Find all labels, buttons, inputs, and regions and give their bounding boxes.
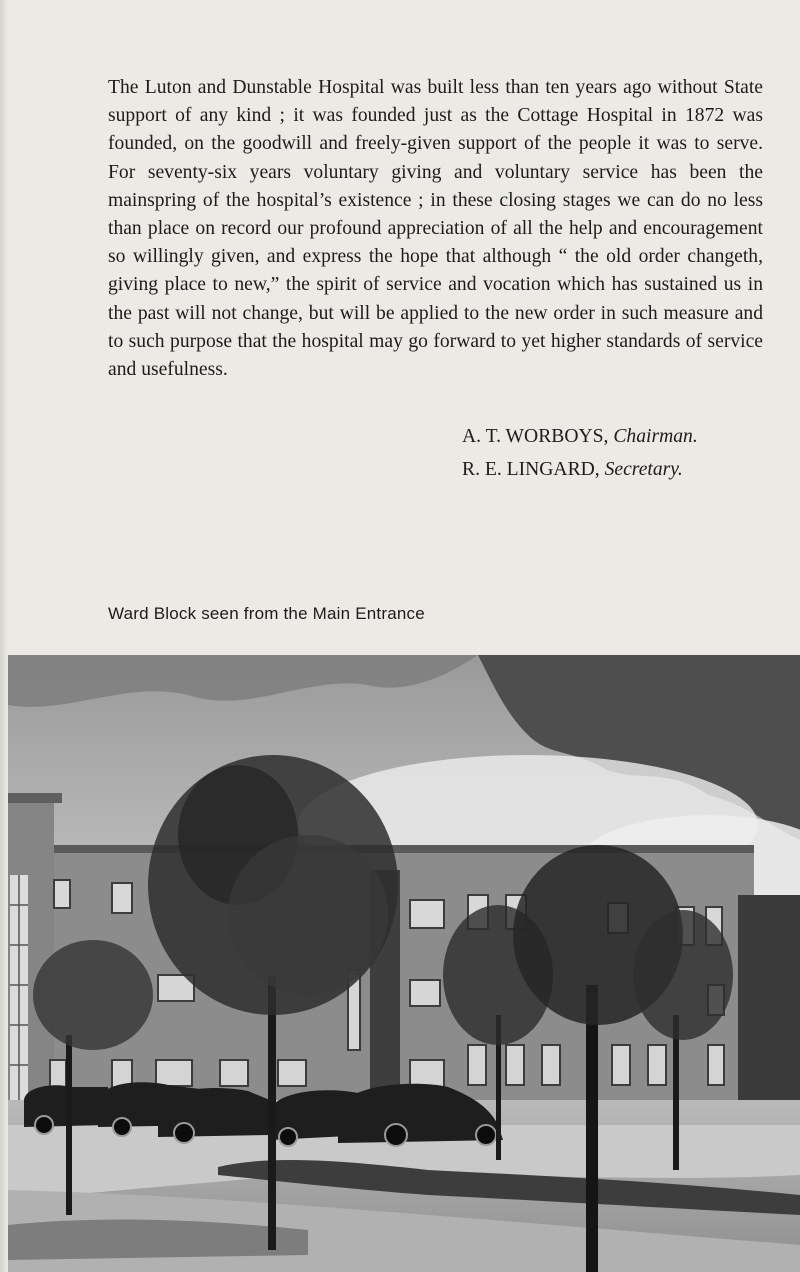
signatory-role: Chairman. xyxy=(613,426,698,447)
body-paragraph: The Luton and Dunstable Hospital was built less than ten years ago without State support of any kind ; it was founded just as the Cottage Hospital in 1872 was founded, on the goodwill and freely-given support of the people it was to serve. For seventy-six years voluntary giving and voluntary service has been the mainspring of the hospital’s existence ; in these closing stages we can do no less than place on record our profound appreciation of all the help and encouragement so willingly given, and express the hope that although “ the old order changeth, giving place to new,” the spirit of service and vocation which has sustained us in the past will not change, but will be applied to the new order in such measure and to such purpose that the hospital may go forward to yet higher standards of service and usefulness. xyxy=(108,77,763,381)
signature-chairman xyxy=(462,420,698,453)
end-block xyxy=(738,895,800,1100)
ward-block-photo xyxy=(8,655,800,1272)
page-edge-shadow xyxy=(0,0,8,1272)
signature-block xyxy=(462,420,698,486)
signatory-role: Secretary. xyxy=(604,459,683,480)
photo-caption: Ward Block seen from the Main Entrance xyxy=(108,604,425,623)
photo-illustration xyxy=(8,655,800,1272)
signature-secretary xyxy=(462,453,698,486)
signatory-name: R. E. LINGARD, xyxy=(462,459,600,480)
tower-roof xyxy=(8,793,62,803)
signatory-name: A. T. WORBOYS, xyxy=(462,426,609,447)
